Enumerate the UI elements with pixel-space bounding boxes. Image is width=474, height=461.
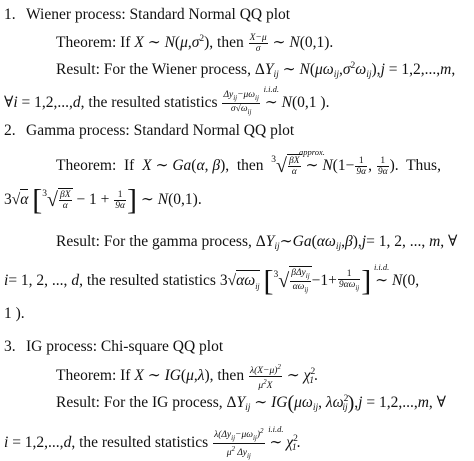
section-3-result-line-2: i = 1,2,...,d, the resulted statistics $\frac{\lambda(\Delta y_{ij}-\mu\omega_{ij})^2}{\mu^2 \Delta y_{ij}}$ ∼ i.i.d. $\chi^2_1$. — [4, 424, 301, 461]
section-3-theorem: Theorem: If X ∼ IG(μ,λ), then $\frac{\lambda(X-\mu)^2}{\mu^2X}$ ∼ $\chi^2_1$. — [56, 363, 318, 392]
section-2-theorem: Theorem: If X ∼ Ga(α, β), then $^3$√ $\frac{\beta X}{\alpha}$ ∼ approx. N(1− $\frac{1}{9\alpha}$ , $\frac{1}{9\alpha}$ ). Thus, — [56, 147, 441, 177]
section-2-heading: 2. Gamma process: Standard Normal QQ plot — [4, 122, 295, 139]
section-1-result-line-1: Result: For the Wiener process, $\Delta Y_{ij}$ ∼ $N(\mu\omega_{ij},\sigma^2\omega_{ij}),j = 1,2,...,m$, — [56, 61, 456, 80]
section-2-theorem-line-2: 3√α [$^3$√ $\frac{\beta X}{\alpha}$ − 1 + $\frac{1}{9\alpha}$ ] ∼ N(0,1). — [4, 183, 202, 217]
section-1-result-line-2: ∀i = 1,2,...,d, the resulted statistics $\frac{\Delta y_{ij}-\mu\omega_{ij}}{\sigma√\omega_{ij}}$ ∼ i.i.d. N(0,1 ). — [4, 83, 330, 116]
section-2-result-line-2: i= 1, 2, ..., d, the resulted statistics $3√\alpha\omega_{ij}$ [$^3$√ $\frac{\beta\Delta y_{ij}}{\alpha\omega_{ij}}$ −1+ $\frac{1}{9\alpha\omega_{ij}}$ ] ∼ i.i.d. N(0, — [4, 261, 420, 298]
section-3-heading: 3. IG process: Chi-square QQ plot — [4, 338, 224, 355]
section-1-heading: 1. Wiener process: Standard Normal QQ plot — [4, 6, 291, 23]
section-1-theorem: Theorem: If X ∼ $N(\mu,\sigma^2)$, then $\frac{X-\mu}{\sigma}$ ∼ N(0,1). — [56, 33, 334, 54]
section-2-result-line-1: Result: For the gamma process, $\Delta Y_{ij}\sim Ga(\alpha\omega_{ij},\beta),j= 1$, 2, ..., m, ∀ — [56, 233, 458, 252]
section-3-result-line-1: Result: For the IG process, $\Delta Y_{ij}$ ∼ $IG(\mu\omega_{ij}$, $\lambda\omega^2_{ij}),j = 1,2,...,m$, ∀ — [56, 392, 447, 414]
section-2-result-line-3: 1 ). — [4, 305, 25, 322]
